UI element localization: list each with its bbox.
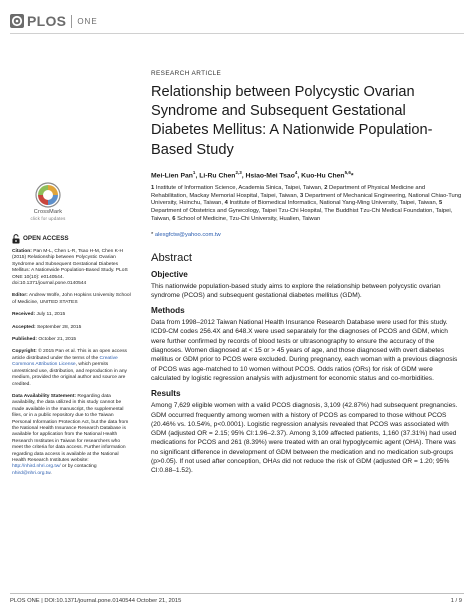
article-main: [151, 70, 463, 476]
published-date: October 21, 2015: [38, 337, 77, 343]
author-list: Mei-Lien Pan$^1$, Li-Ru Chen$^{2,3}$, Hsiao-Mei Tsao$^4$, Kuo-Hu Chen$^{5,6}$*: [151, 169, 354, 180]
author-affiliation-sup: 5,6: [344, 169, 351, 175]
abstract-section: [151, 270, 463, 301]
citation-label: Citation:: [12, 249, 32, 254]
open-access-label: OPEN ACCESS: [23, 234, 69, 242]
crossmark-sublabel: click for updates: [30, 216, 66, 221]
author-name[interactable]: Li-Ru Chen: [199, 172, 236, 180]
published-block: [12, 337, 132, 343]
corresponding-author-mark: *: [350, 172, 354, 180]
section-heading: Objective: [151, 269, 188, 279]
crossmark-badge[interactable]: [25, 182, 71, 221]
footer-divider: [10, 593, 464, 594]
copyright-text-pre: © 2015 Pan et al. This is an open access article distributed under the terms of the: [12, 349, 127, 361]
citation-text: Pan M-L, Chen L-R, Tsao H-M, Chen K-H (2015) Relationship between Polycystic Ovarian Syndrome and Subsequent Gestational Diabetes Mellitus: A Nationwide Population-Based Study. PLoS ONE 10(10): e0140544. doi:10.1371/journal.pone.0140544: [12, 249, 128, 287]
received-block: [12, 312, 132, 318]
article-info-sidebar: [12, 234, 132, 483]
email-address[interactable]: alexgfctw@yahoo.com.tw: [154, 231, 221, 238]
plos-logo-icon: [10, 14, 24, 28]
logo-divider: [71, 15, 72, 28]
abstract-section: [151, 389, 463, 475]
author-name[interactable]: Kuo-Hu Chen: [301, 172, 345, 180]
affiliation-number: 3: [299, 192, 304, 199]
data-availability-end: .: [50, 470, 52, 476]
author-name[interactable]: Hsiao-Mei Tsao: [245, 172, 295, 180]
affiliation-number: 4: [224, 200, 228, 207]
editor-label: Editor:: [12, 293, 28, 299]
section-heading: Results: [151, 389, 181, 399]
affiliation-text: Department of Obstetrics and Gynecology, Taipei Tzu-Chi Hospital, The Buddhist Tzu-Chi Medical Foundation, Taipei, Taiwan,: [151, 208, 453, 222]
accepted-label: Accepted:: [12, 324, 36, 330]
page-number: 1 / 9: [450, 598, 462, 604]
section-text: This nationwide population-based study aims to explore the relationship between polycystic ovarian syndrome (PCOS) and subsequent gestational diabetes mellitus (GDM).: [151, 282, 441, 299]
published-label: Published:: [12, 337, 37, 343]
header-divider: [10, 33, 464, 34]
citation-block: [12, 249, 132, 287]
affiliation-text: Department of Mechanical Engineering, National Chiao-Tung University, Hsinchu, Taiwan,: [151, 192, 462, 207]
abstract-section: [151, 306, 463, 383]
received-date: July 11, 2015: [36, 312, 66, 318]
data-availability-text: Regarding data availability, the data utilized in this study cannot be made available in the manuscript, the supplemental files, or in a public repository due to the Taiwan Personal Information Protection Act, but the data from the National Health Insurance Research Database is available for application from the National Health Research Institutes in Taiwan for researchers who meet the criteria for data access. Further information regarding data access is available at the National Health Research Institutes website:: [12, 393, 129, 463]
section-text: Data from 1998–2012 Taiwan National Health Insurance Research Database were used for this study. ICD9-CM codes 256.4X and 648.X were used separately for the diagnoses of PCOS and GDM, which were further confirmed by records of blood tests or ultrasonography to ensure the accuracy of the diagnoses. Women diagnosed at < 15 or > 45 years of age, and those diagnosed with overt diabetes mellitus or GDM prior to PCOS were excluded. During pregnancy, each woman with a previous diagnosis of PCOS was age-matched to 10 women without PCOS. Odds ratios (ORs) for risk of GDM were calculated by logistic regression analysis with adjustment for economic status and co-morbidities.: [151, 319, 458, 382]
nhird-email-link[interactable]: nhird@nhri.org.tw: [12, 470, 51, 476]
copyright-label: Copyright:: [12, 349, 37, 355]
accepted-block: [12, 325, 132, 331]
corresponding-email[interactable]: [151, 232, 463, 238]
license-link[interactable]: Creative Commons Attribution License: [12, 355, 118, 368]
affiliation-text: Institute of Information Science, Academia Sinica, Taipei, Taiwan,: [155, 185, 323, 192]
corresponding-email-mark: *: [151, 231, 154, 238]
open-access-badge: [12, 234, 132, 244]
crossmark-icon: [35, 182, 61, 208]
editor-text: Andrew Wolfe, John Hopkins University School of Medicine, UNITED STATES: [12, 293, 131, 305]
affiliation-list: [151, 185, 463, 224]
affiliation-number: 5: [439, 200, 443, 207]
editor-block: [12, 293, 132, 306]
affiliation-number: 1: [151, 185, 155, 192]
section-text: Among 7,629 eligible women with a valid PCOS diagnosis, 3,109 (42.87%) had subsequent pregnancies. GDM occurred frequently among women with a history of PCOS as compared to those without PCOS (20.46% vs. 10.54%, p<0.0001). Logistic regression analysis revealed that PCOS was associated with GDM (adjusted OR = 2.15; 95% CI:1.96–2.37). Among 3,109 affected patients, 1,160 (37.31%) had used medications for PCOS and 261 (8.39%) were treated with an oral hypoglycemic agent (OHA). There was no significant difference in development of GDM between the medication and no medication sub-groups (p>0.05). If not used after conception, OHAs did not reduce the risk of GDM (adjusted OR = 1.20; 95% CI:0.88–1.52).: [151, 402, 458, 475]
affiliation-text: Institute of Biomedical Informatics, National Yang-Ming University, Taipei, Taiwan,: [229, 200, 438, 207]
plos-logo[interactable]: [10, 13, 98, 29]
affiliation-number: 6: [172, 215, 176, 222]
copyright-block: [12, 349, 132, 387]
crossmark-label: CrossMark: [33, 209, 63, 215]
nhird-website-link[interactable]: http://nhird.nhri.org.tw/: [12, 464, 61, 470]
data-availability-block: [12, 394, 132, 477]
author-affiliation-sup: 4: [294, 169, 298, 175]
data-availability-label: Data Availability Statement:: [12, 393, 77, 399]
author-name[interactable]: Mei-Lien Pan: [151, 172, 193, 180]
section-heading: Methods: [151, 306, 185, 316]
page-header: [0, 0, 474, 34]
affiliation-text: Department of Physical Medicine and Rehabilitation, Mackay Memorial Hospital, Taipei, Taiwan,: [151, 185, 426, 199]
accepted-date: September 28, 2015: [37, 324, 82, 330]
logo-text: PLOS: [27, 13, 67, 29]
copyright-text-post: , which permits unrestricted use, distribution, and reproduction in any medium, provided the original author and source are credited.: [12, 362, 127, 387]
article-title: Relationship between Polycystic Ovarian Syndrome and Subsequent Gestational Diabetes Mellitus: A Nationwide Population-Based Study: [151, 84, 433, 158]
article-type-label: RESEARCH ARTICLE: [151, 70, 222, 77]
author-affiliation-sup: 1: [192, 169, 196, 175]
affiliation-number: 2: [324, 185, 328, 192]
received-label: Received:: [12, 312, 36, 318]
data-availability-mid: or by contacting: [60, 464, 97, 470]
affiliation-text: School of Medicine, Tzu-Chi University, Hualien, Taiwan: [177, 215, 321, 222]
logo-subtitle: ONE: [77, 16, 98, 26]
open-lock-icon: [12, 234, 20, 244]
footer-citation: PLOS ONE | DOI:10.1371/journal.pone.0140544 October 21, 2015: [10, 598, 182, 604]
author-affiliation-sup: 2,3: [235, 169, 242, 175]
abstract-heading: Abstract: [151, 251, 193, 264]
